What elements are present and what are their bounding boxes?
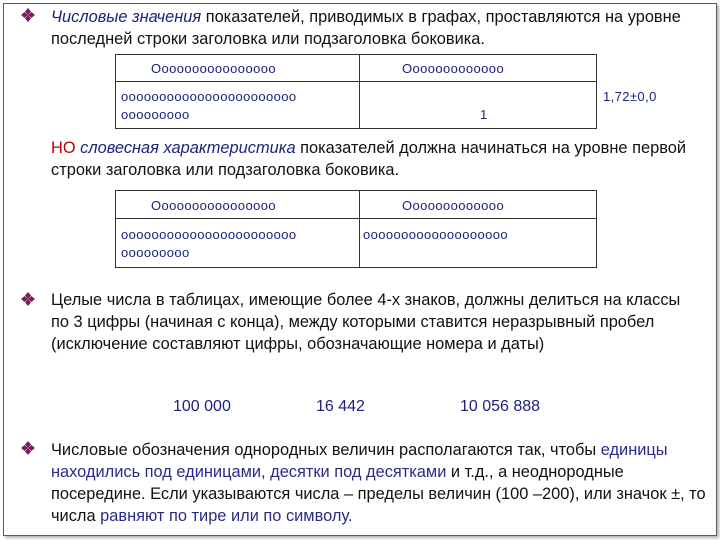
table1-stub-line-1: ооооооооооооооооооооооо <box>121 89 297 104</box>
paragraph-text: , то числа <box>51 485 706 525</box>
alignment-rule-highlight: единицы находились под единицами, десятки под десятками <box>51 441 668 481</box>
paragraph-alignment <box>51 439 711 527</box>
paragraph-text: показателей должна начинаться на уровне первой строки заголовка или подзаголовка боковика. <box>51 139 686 179</box>
table1-value-2: 1,72±0,0 <box>603 89 657 104</box>
diamond-bullet-icon <box>21 292 35 306</box>
paragraph-integer-grouping: Целые числа в таблицах, имеющие более 4-х знаков, должны делиться на классы по 3 цифры (начиная с конца), между которыми ставится неразрывный пробел (исключение составляют цифры, обозначающие номера и даты) <box>51 291 681 353</box>
diamond-bullet-icon <box>21 8 35 22</box>
table1-stub-line-2: ооооооооо <box>121 107 190 122</box>
table1-header-1: Оооооооооооооооо <box>151 61 276 76</box>
diamond-bullet-icon <box>21 441 35 455</box>
table1-value-1: 1 <box>480 107 488 122</box>
paragraph-text: показателей, приводимых в графах, проставляются на уровне последней строки заголовка или подзаголовка боковика. <box>51 8 681 48</box>
paragraph-numeric-values <box>51 6 701 50</box>
paragraph-text: Числовые обозначения однородных величин располагаются так, чтобы <box>51 441 601 459</box>
example-number-2: 16 442 <box>316 398 365 415</box>
table2-cell-2: ооооооооооооооооооо <box>363 227 508 242</box>
table2-header-2: Ооооооооооооо <box>402 198 505 213</box>
example-number-3: 10 056 888 <box>460 398 541 415</box>
paragraph-text: и т.д., а неоднородные посередине. Если указываются числа – пределы величин (100 –200), или значок <box>51 463 672 503</box>
verbal-characteristic-term: словесная характеристика <box>80 139 296 157</box>
alignment-rule-highlight-2: равняют по тире или по символу. <box>100 507 353 525</box>
table2-stub-line-2: ооооооооо <box>121 245 190 260</box>
paragraph-verbal-characteristic <box>51 137 701 181</box>
table1-header-2: Ооооооооооооо <box>402 61 505 76</box>
table2-stub-line-1: ооооооооооооооооооооооо <box>121 227 297 242</box>
table2-header-1: Оооооооооооооооо <box>151 198 276 213</box>
plus-minus-symbol: ± <box>671 485 681 503</box>
but-keyword: НО <box>51 139 76 157</box>
example-number-1: 100 000 <box>173 398 231 415</box>
numeric-values-term: Числовые значения <box>51 8 202 26</box>
